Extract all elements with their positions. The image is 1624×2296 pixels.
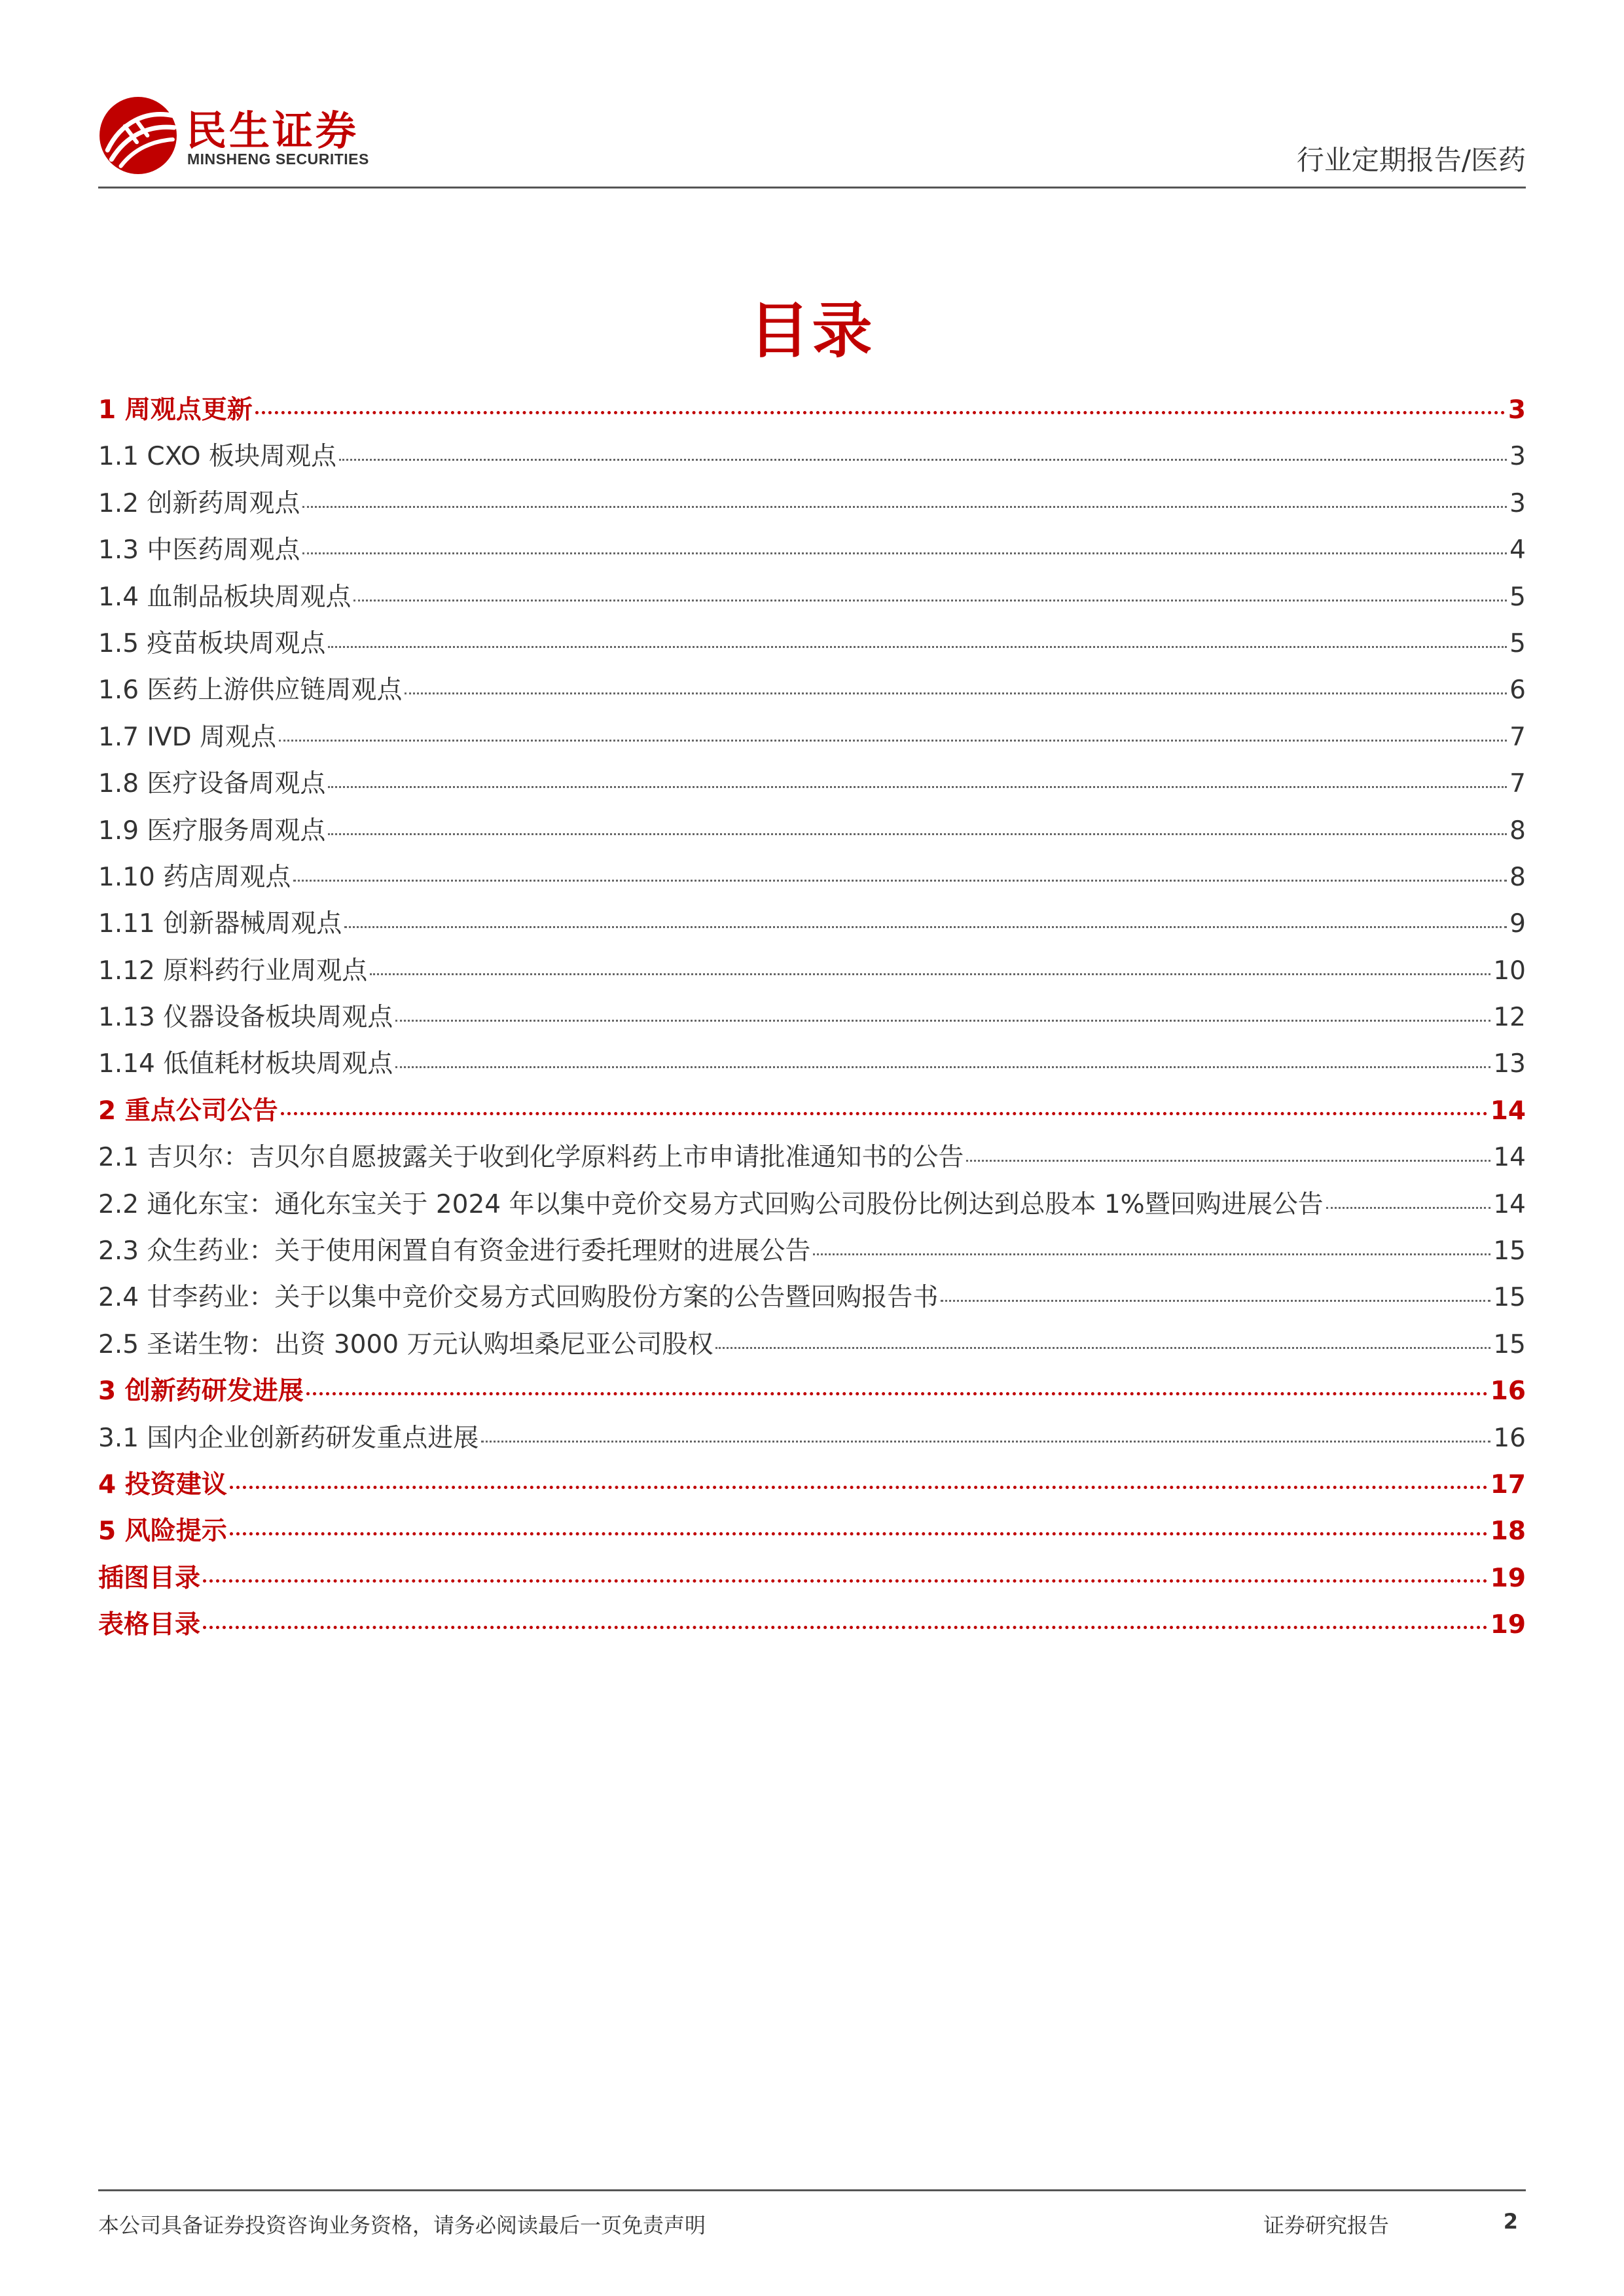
toc-dot-leader xyxy=(395,1066,1490,1068)
toc-chapter-entry[interactable] xyxy=(98,1090,1526,1137)
toc-section-entry[interactable] xyxy=(98,1137,1526,1183)
page-header xyxy=(98,92,1526,188)
toc-chapter-entry[interactable] xyxy=(98,1558,1526,1604)
toc-entry-title: 2.4 甘李药业：关于以集中竞价交易方式回购股份方案的公告暨回购报告书 xyxy=(98,1283,939,1313)
toc-entry-page: 3 xyxy=(1509,488,1526,518)
toc-entry-title: 1.4 血制品板块周观点 xyxy=(98,582,352,612)
header-divider xyxy=(98,187,1526,188)
toc-section-entry[interactable] xyxy=(98,436,1526,482)
toc-entry-page: 18 xyxy=(1490,1516,1526,1547)
footer-doc-type: 证券研究报告 xyxy=(1263,2213,1390,2238)
logo-chinese-name: 民生证券 xyxy=(186,107,359,154)
toc-entry-page: 19 xyxy=(1490,1610,1526,1640)
toc-entry-page: 7 xyxy=(1509,769,1526,799)
toc-entry-page: 9 xyxy=(1509,909,1526,939)
toc-entry-page: 12 xyxy=(1493,1003,1526,1033)
toc-chapter-entry[interactable] xyxy=(98,1464,1526,1511)
toc-entry-page: 5 xyxy=(1509,628,1526,658)
toc-section-entry[interactable] xyxy=(98,483,1526,529)
toc-entry-title: 1.2 创新药周观点 xyxy=(98,488,300,518)
toc-entry-title: 1.3 中医药周观点 xyxy=(98,535,300,565)
toc-entry-page: 6 xyxy=(1509,675,1526,706)
toc-entry-title: 3.1 国内企业创新药研发重点进展 xyxy=(98,1423,479,1453)
toc-entry-title: 1.8 医疗设备周观点 xyxy=(98,769,326,799)
toc-entry-page: 10 xyxy=(1493,956,1526,986)
footer-disclaimer: 本公司具备证券投资咨询业务资格，请务必阅读最后一页免责声明 xyxy=(98,2213,706,2238)
toc-chapter-entry[interactable] xyxy=(98,389,1526,436)
company-logo xyxy=(98,96,399,174)
toc-dot-leader xyxy=(715,1347,1490,1349)
toc-entry-title: 1.6 医药上游供应链周观点 xyxy=(98,675,403,706)
footer-divider xyxy=(98,2189,1526,2191)
toc-entry-page: 16 xyxy=(1490,1376,1526,1407)
toc-dot-leader xyxy=(279,740,1507,742)
toc-entry-title: 2.3 众生药业：关于使用闲置自有资金进行委托理财的进展公告 xyxy=(98,1236,811,1266)
toc-entry-title: 1 周观点更新 xyxy=(98,395,253,425)
toc-entry-title: 2.5 圣诺生物：出资 3000 万元认购坦桑尼亚公司股权 xyxy=(98,1329,713,1359)
toc-section-entry[interactable] xyxy=(98,1324,1526,1371)
toc-section-entry[interactable] xyxy=(98,529,1526,576)
toc-dot-leader xyxy=(203,1626,1488,1629)
toc-entry-page: 14 xyxy=(1490,1096,1526,1126)
toc-dot-leader xyxy=(328,646,1507,648)
page-title: 目录 xyxy=(749,296,875,366)
toc-entry-page: 16 xyxy=(1493,1423,1526,1453)
toc-entry-title: 3 创新药研发进展 xyxy=(98,1376,304,1407)
minsheng-logo-icon xyxy=(98,96,178,175)
toc-entry-page: 8 xyxy=(1509,862,1526,892)
logo-english-name: MINSHENG SECURITIES xyxy=(187,151,369,168)
toc-section-entry[interactable] xyxy=(98,1418,1526,1464)
toc-dot-leader xyxy=(281,1112,1488,1115)
report-type-label: 行业定期报告/医药 xyxy=(1296,144,1526,176)
toc-dot-leader xyxy=(293,880,1507,882)
toc-entry-title: 2 重点公司公告 xyxy=(98,1096,278,1126)
toc-section-entry[interactable] xyxy=(98,997,1526,1043)
toc-entry-page: 13 xyxy=(1493,1049,1526,1079)
toc-entry-page: 15 xyxy=(1493,1283,1526,1313)
toc-entry-page: 15 xyxy=(1493,1236,1526,1266)
toc-dot-leader xyxy=(370,973,1490,975)
toc-section-entry[interactable] xyxy=(98,950,1526,997)
toc-chapter-entry[interactable] xyxy=(98,1511,1526,1557)
toc-entry-page: 14 xyxy=(1493,1143,1526,1173)
toc-dot-leader xyxy=(395,1020,1490,1022)
toc-section-entry[interactable] xyxy=(98,1043,1526,1090)
toc-entry-page: 3 xyxy=(1509,442,1526,472)
toc-section-entry[interactable] xyxy=(98,763,1526,810)
toc-section-entry[interactable] xyxy=(98,903,1526,950)
toc-dot-leader xyxy=(344,926,1507,928)
toc-dot-leader xyxy=(328,833,1507,835)
toc-entry-page: 5 xyxy=(1509,582,1526,612)
toc-section-entry[interactable] xyxy=(98,857,1526,903)
toc-section-entry[interactable] xyxy=(98,1184,1526,1230)
page-number: 2 xyxy=(1503,2209,1518,2234)
table-of-contents xyxy=(98,389,1526,1651)
toc-entry-page: 15 xyxy=(1493,1329,1526,1359)
page-footer xyxy=(98,2189,1526,2242)
toc-section-entry[interactable] xyxy=(98,810,1526,857)
toc-entry-title: 1.7 IVD 周观点 xyxy=(98,722,277,752)
toc-entry-title: 1.14 低值耗材板块周观点 xyxy=(98,1049,393,1079)
toc-section-entry[interactable] xyxy=(98,1277,1526,1323)
toc-entry-page: 4 xyxy=(1509,535,1526,565)
toc-dot-leader xyxy=(405,692,1507,694)
toc-dot-leader xyxy=(813,1253,1490,1255)
toc-entry-title: 2.1 吉贝尔：吉贝尔自愿披露关于收到化学原料药上市申请批准通知书的公告 xyxy=(98,1143,964,1173)
toc-dot-leader xyxy=(230,1486,1488,1489)
toc-dot-leader xyxy=(339,459,1507,461)
toc-dot-leader xyxy=(203,1579,1488,1583)
toc-entry-title: 1.11 创新器械周观点 xyxy=(98,909,342,939)
toc-dot-leader xyxy=(1326,1207,1491,1209)
toc-dot-leader xyxy=(302,552,1507,554)
toc-entry-title: 1.5 疫苗板块周观点 xyxy=(98,628,326,658)
toc-entry-title: 1.12 原料药行业周观点 xyxy=(98,956,368,986)
toc-section-entry[interactable] xyxy=(98,623,1526,670)
toc-chapter-entry[interactable] xyxy=(98,1604,1526,1651)
toc-entry-page: 8 xyxy=(1509,816,1526,846)
toc-entry-title: 1.13 仪器设备板块周观点 xyxy=(98,1003,393,1033)
toc-dot-leader xyxy=(941,1300,1490,1302)
toc-entry-page: 17 xyxy=(1490,1469,1526,1499)
toc-dot-leader xyxy=(328,786,1507,788)
toc-entry-title: 插图目录 xyxy=(98,1563,201,1593)
toc-entry-page: 3 xyxy=(1507,395,1526,425)
toc-entry-title: 2.2 通化东宝：通化东宝关于 2024 年以集中竞价交易方式回购公司股份比例达到总股本 1%暨回购进展公告 xyxy=(98,1189,1324,1219)
toc-chapter-entry[interactable] xyxy=(98,1371,1526,1417)
toc-dot-leader xyxy=(353,600,1507,601)
toc-entry-page: 14 xyxy=(1493,1189,1526,1219)
toc-entry-title: 5 风险提示 xyxy=(98,1516,227,1547)
toc-entry-title: 表格目录 xyxy=(98,1610,201,1640)
toc-section-entry[interactable] xyxy=(98,717,1526,763)
toc-dot-leader xyxy=(255,411,1506,414)
toc-entry-title: 1.9 医疗服务周观点 xyxy=(98,816,326,846)
toc-entry-page: 7 xyxy=(1509,722,1526,752)
toc-dot-leader xyxy=(230,1532,1488,1535)
toc-dot-leader xyxy=(302,506,1507,508)
toc-dot-leader xyxy=(966,1160,1490,1162)
toc-entry-title: 1.10 药店周观点 xyxy=(98,862,291,892)
toc-entry-title: 4 投资建议 xyxy=(98,1469,227,1499)
toc-dot-leader xyxy=(306,1392,1488,1395)
toc-dot-leader xyxy=(481,1441,1490,1443)
toc-section-entry[interactable] xyxy=(98,577,1526,623)
toc-entry-page: 19 xyxy=(1490,1563,1526,1593)
toc-section-entry[interactable] xyxy=(98,1230,1526,1277)
toc-section-entry[interactable] xyxy=(98,670,1526,716)
toc-entry-title: 1.1 CXO 板块周观点 xyxy=(98,442,336,472)
